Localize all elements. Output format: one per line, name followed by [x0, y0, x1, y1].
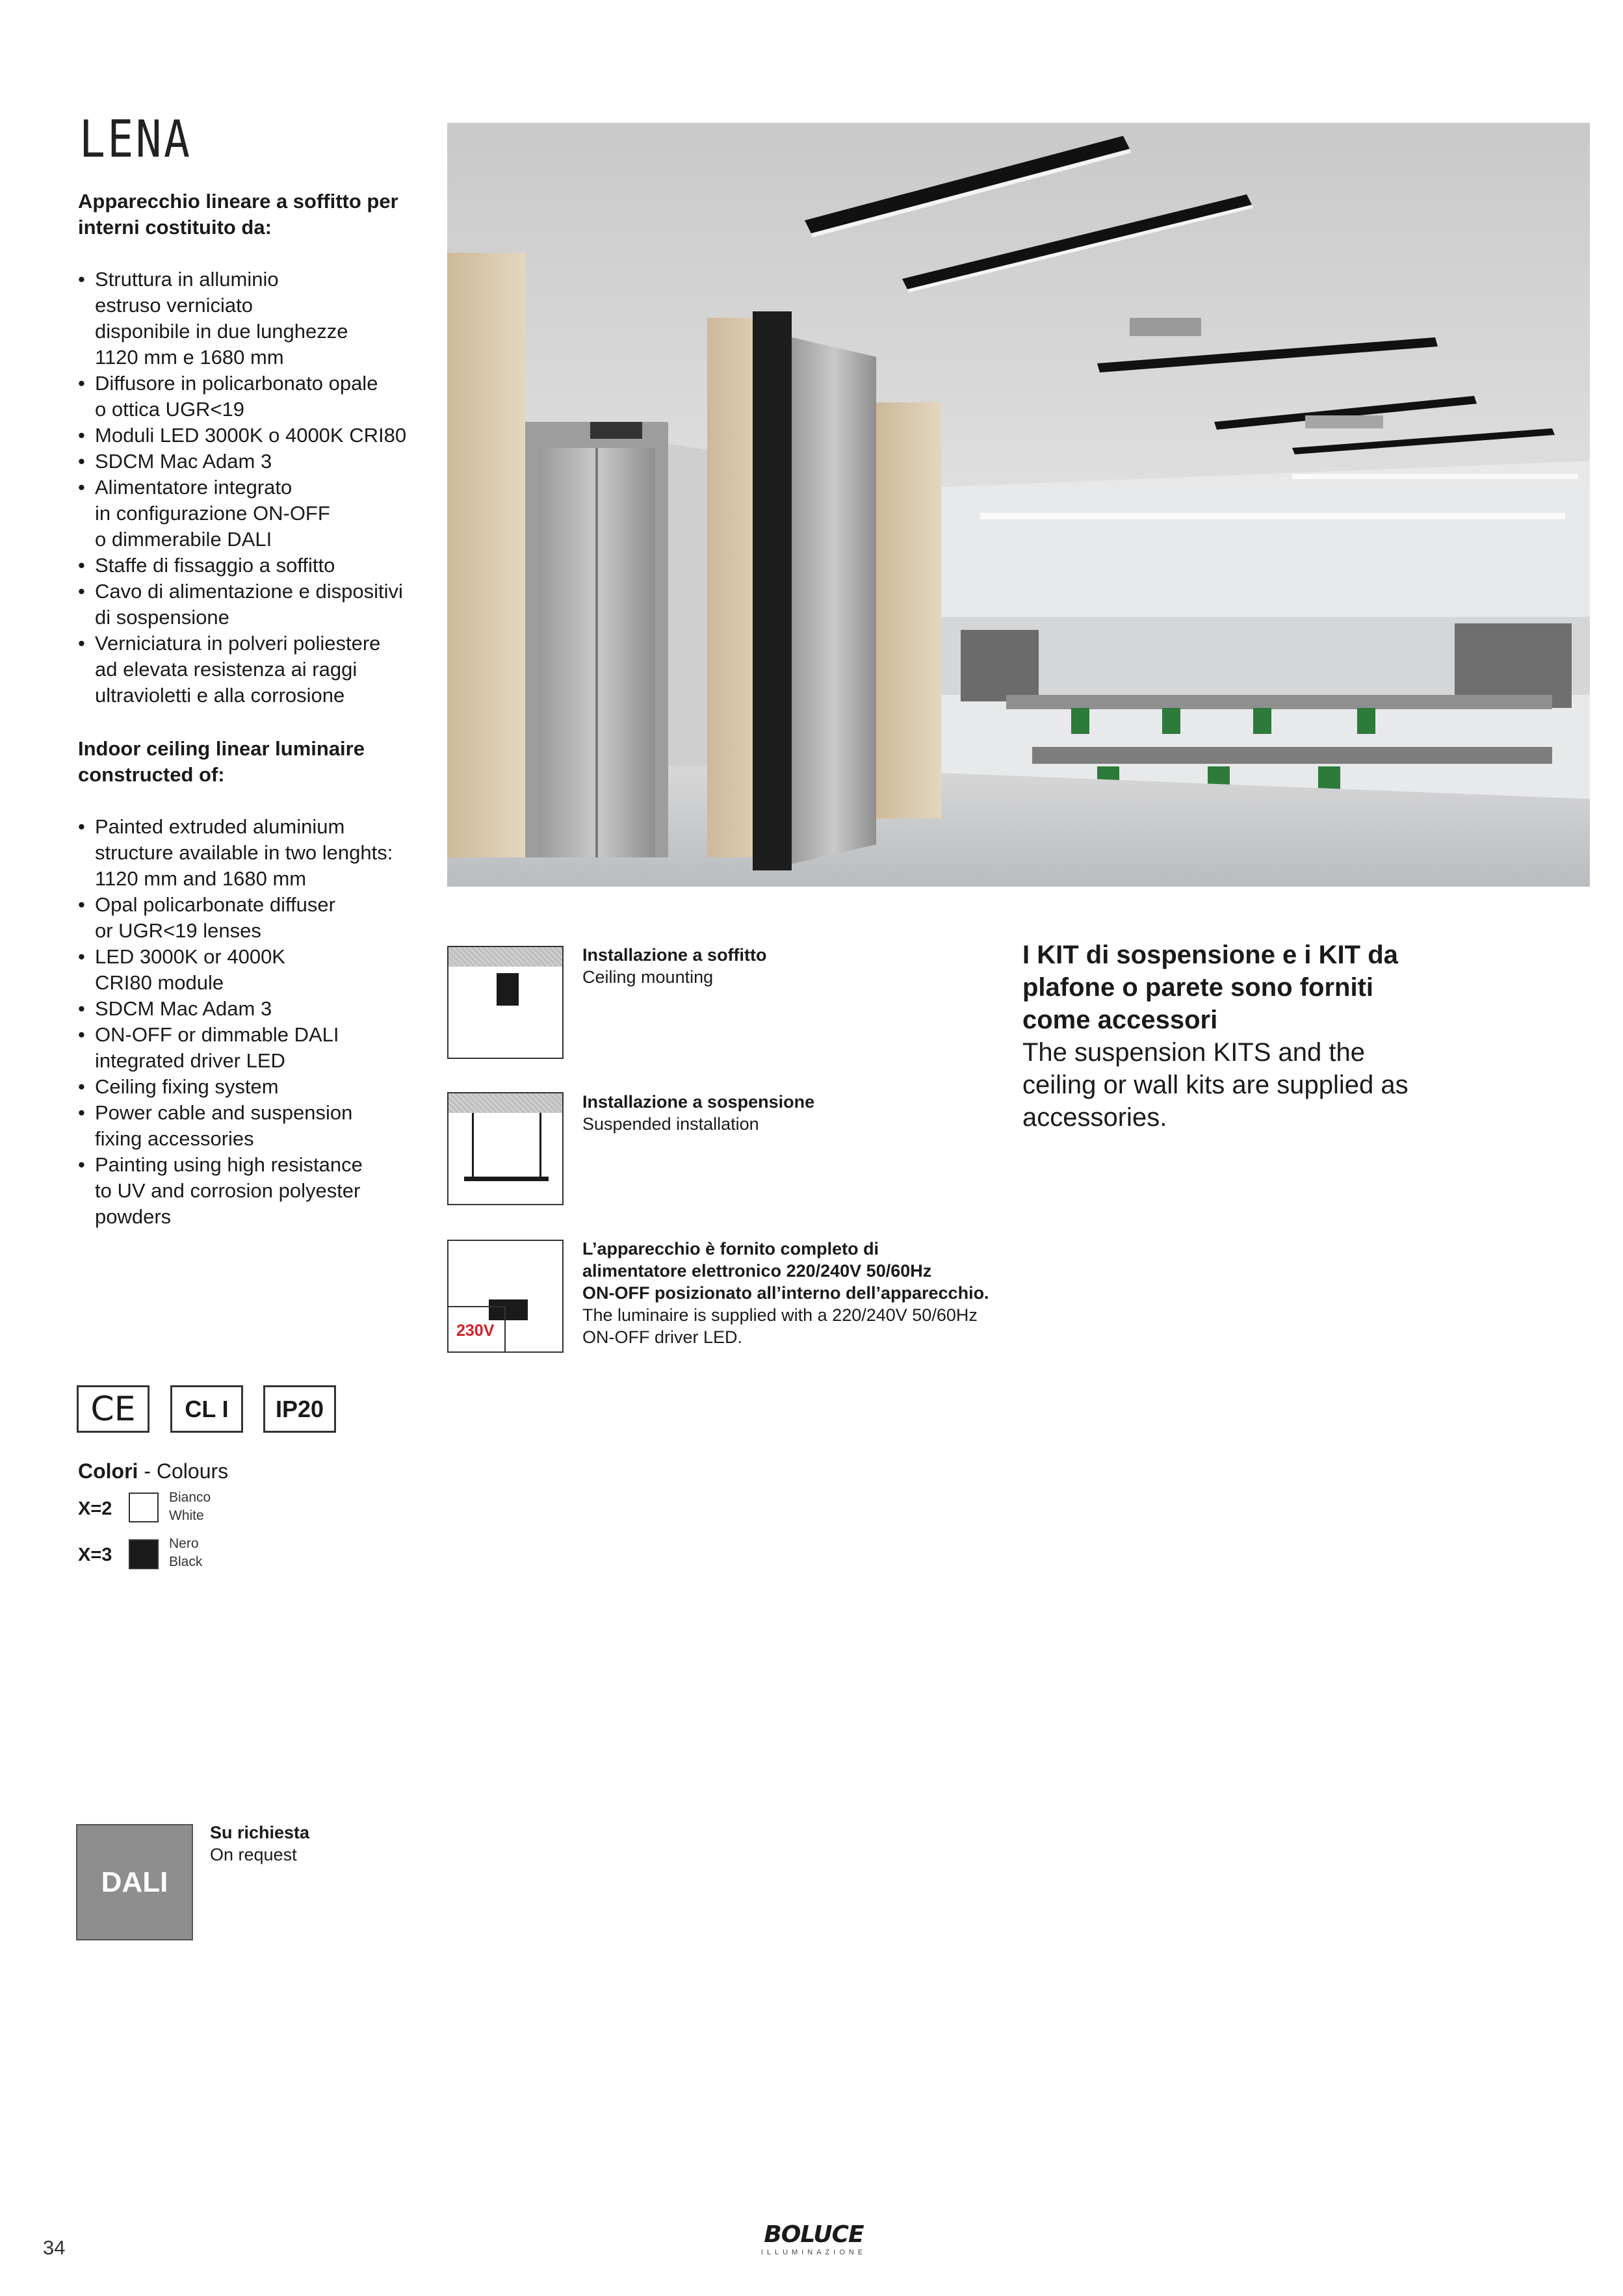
suspended-installation-title: Installazione a sospensione — [582, 1092, 815, 1112]
colours-heading — [78, 1459, 228, 1483]
bullet-line: or UGR<19 lenses — [95, 919, 261, 942]
kit-note-line: ceiling or wall kits are supplied as — [1022, 1071, 1409, 1099]
bullet-item — [78, 944, 442, 996]
bullet-item — [78, 579, 442, 631]
dali-title: Su richiesta — [210, 1823, 310, 1842]
suspended-installation-text — [582, 1091, 814, 1135]
bullet-line: • Painting using high resistance — [95, 1153, 363, 1176]
bullet-line: • Struttura in alluminio — [95, 268, 279, 291]
bullet-line: to UV and corrosion polyester — [95, 1179, 361, 1202]
ip-rating-badge: IP20 — [263, 1385, 336, 1433]
dali-subtitle: On request — [210, 1845, 297, 1864]
kit-note-en — [1022, 1036, 1477, 1134]
bullet-item — [78, 996, 442, 1022]
bullet-line: • SDCM Mac Adam 3 — [95, 997, 272, 1020]
bullet-line: • SDCM Mac Adam 3 — [95, 450, 272, 473]
ceiling-hatch — [448, 947, 562, 967]
colour-name-white — [169, 1489, 211, 1525]
logo-subtitle: ILLUMINAZIONE — [760, 2249, 867, 2256]
bullet-line: in configurazione ON-OFF — [95, 502, 330, 525]
suspended-installation-icon — [447, 1092, 564, 1205]
page-number: 34 — [43, 2236, 66, 2259]
driver-subtitle-line: The luminaire is supplied with a 220/240V 50/60Hz — [582, 1305, 978, 1325]
heading-line: interni costituito da: — [78, 216, 272, 239]
bullet-line: • Diffusore in policarbonato opale — [95, 372, 378, 395]
kit-note-line: come accessori — [1022, 1006, 1218, 1034]
bullet-line: • Painted extruded aluminium — [95, 815, 345, 838]
bullet-line: integrated driver LED — [95, 1049, 285, 1072]
ceiling-mounting-title: Installazione a soffitto — [582, 945, 767, 965]
colour-code-white: X=2 — [78, 1498, 112, 1519]
heading-line: constructed of: — [78, 763, 225, 786]
bullet-line: • LED 3000K or 4000K — [95, 945, 285, 968]
bullet-line: • Alimentatore integrato — [95, 476, 292, 499]
suspension-cable-right — [539, 1113, 541, 1178]
driver-title — [582, 1238, 989, 1304]
heading-line: Apparecchio lineare a soffitto per — [78, 190, 398, 213]
bullet-line: • Opal policarbonate diffuser — [95, 893, 335, 916]
dali-text — [210, 1821, 309, 1866]
colour-code-black: X=3 — [78, 1545, 112, 1565]
logo-mark: BOLUCE — [764, 2221, 864, 2248]
bullet-line: o ottica UGR<19 — [95, 398, 245, 421]
bullet-line: CRI80 module — [95, 971, 224, 994]
bullet-item — [78, 553, 442, 579]
bullet-item — [78, 1022, 442, 1074]
bullet-line: fixing accessories — [95, 1127, 254, 1150]
driver-icon — [447, 1240, 564, 1353]
class-badge: CL I — [170, 1385, 243, 1433]
driver-subtitle-line: ON-OFF driver LED. — [582, 1327, 743, 1347]
bullet-line: powders — [95, 1205, 172, 1228]
colour-name-en: White — [169, 1508, 204, 1523]
colour-name-it: Nero — [169, 1536, 199, 1551]
suspension-cable-left — [472, 1113, 474, 1178]
bullet-item — [78, 892, 442, 944]
bullet-line: ultravioletti e alla corrosione — [95, 684, 345, 707]
colours-label-en: - Colours — [138, 1459, 229, 1483]
bullet-line: • Staffe di fissaggio a soffitto — [95, 554, 335, 577]
kit-note-line: I KIT di sospensione e i KIT da — [1022, 941, 1398, 969]
description-en-list — [78, 814, 442, 1230]
office-photo-illustration — [447, 123, 1590, 887]
bullet-item — [78, 475, 442, 553]
ceiling-mounting-text — [582, 944, 767, 988]
driver-title-line: L’apparecchio è fornito completo di — [582, 1239, 879, 1259]
bullet-line: 1120 mm e 1680 mm — [95, 346, 284, 369]
dali-badge: DALI — [76, 1824, 193, 1940]
bullet-line: • Verniciatura in polveri poliestere — [95, 632, 381, 655]
kit-note-line: The suspension KITS and the — [1022, 1038, 1365, 1067]
bullet-item — [78, 1074, 442, 1100]
colour-name-black — [169, 1535, 202, 1571]
bullet-line: • Moduli LED 3000K o 4000K CRI80 — [95, 424, 407, 447]
description-it-heading — [78, 189, 442, 241]
kit-note — [1022, 939, 1477, 1134]
description-en — [78, 736, 442, 1230]
bullet-line: disponibile in due lunghezze — [95, 320, 348, 343]
bullet-line: ad elevata resistenza ai raggi — [95, 658, 357, 681]
kit-note-line: accessories. — [1022, 1103, 1167, 1132]
kit-note-line: plafone o parete sono forniti — [1022, 973, 1374, 1002]
heading-line: Indoor ceiling linear luminaire — [78, 737, 365, 760]
driver-title-line: ON-OFF posizionato all’interno dell’apparecchio. — [582, 1283, 989, 1303]
boluce-logo — [749, 2222, 879, 2257]
bullet-line: structure available in two lenghts: — [95, 841, 393, 864]
colour-name-en: Black — [169, 1554, 203, 1569]
product-title: LENA — [79, 111, 192, 169]
bullet-line: • ON-OFF or dimmable DALI — [95, 1023, 339, 1046]
colours-label-it: Colori — [78, 1459, 138, 1483]
bullet-item — [78, 267, 442, 371]
ceiling-mounting-icon — [447, 946, 564, 1059]
luminaire-shape — [497, 973, 519, 1006]
driver-text — [582, 1238, 989, 1348]
bullet-line: • Ceiling fixing system — [95, 1075, 279, 1098]
ceiling-hatch — [448, 1093, 562, 1113]
office-photo — [447, 123, 1590, 887]
colour-name-it: Bianco — [169, 1490, 211, 1505]
bullet-line: di sospensione — [95, 606, 229, 629]
voltage-label: 230V — [456, 1322, 495, 1340]
bullet-line: • Power cable and suspension — [95, 1101, 353, 1124]
suspended-installation-subtitle: Suspended installation — [582, 1114, 759, 1134]
description-en-heading — [78, 736, 442, 788]
ce-mark-badge: CE — [77, 1385, 149, 1433]
bullet-line: o dimmerabile DALI — [95, 528, 272, 551]
bullet-line: estruso verniciato — [95, 294, 253, 317]
description-it — [78, 189, 442, 709]
bullet-item — [78, 631, 442, 709]
driver-subtitle — [582, 1304, 989, 1348]
driver-title-line: alimentatore elettronico 220/240V 50/60Hz — [582, 1261, 932, 1281]
bullet-item — [78, 1152, 442, 1230]
ceiling-mounting-subtitle: Ceiling mounting — [582, 967, 714, 987]
bullet-line: 1120 mm and 1680 mm — [95, 867, 307, 890]
colour-swatch-black — [129, 1539, 159, 1569]
bullet-item — [78, 814, 442, 892]
kit-note-it — [1022, 939, 1477, 1036]
bullet-item — [78, 449, 442, 475]
bullet-item — [78, 371, 442, 423]
luminaire-bar — [464, 1177, 549, 1181]
description-it-list — [78, 267, 442, 709]
bullet-line: • Cavo di alimentazione e dispositivi — [95, 580, 403, 603]
colour-swatch-white — [129, 1493, 159, 1522]
bullet-item — [78, 1100, 442, 1152]
bullet-item — [78, 423, 442, 449]
